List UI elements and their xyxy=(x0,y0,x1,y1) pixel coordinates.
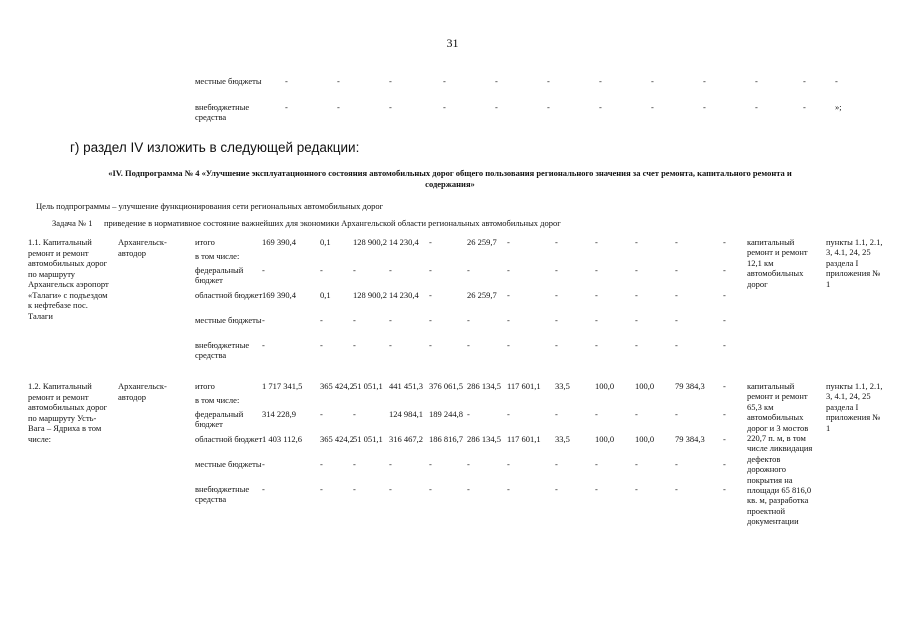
financing-value: - xyxy=(595,237,598,247)
financing-value: - xyxy=(635,484,638,494)
financing-value: - xyxy=(320,265,323,275)
financing-value: 26 259,7 xyxy=(467,290,497,300)
financing-value: - xyxy=(595,315,598,325)
financing-value: - xyxy=(675,315,678,325)
continuation-value: »; xyxy=(835,102,842,112)
financing-source: в том числе: xyxy=(195,251,240,261)
financing-value: - xyxy=(675,484,678,494)
financing-value: 128 900,2 xyxy=(353,237,387,247)
financing-value: 100,0 xyxy=(595,381,615,391)
continuation-value: - xyxy=(651,102,654,112)
financing-value: - xyxy=(555,265,558,275)
financing-value: 100,0 xyxy=(635,381,655,391)
financing-value: - xyxy=(635,237,638,247)
continuation-value: - xyxy=(547,102,550,112)
financing-value: - xyxy=(467,409,470,419)
financing-source: областной бюджет xyxy=(195,434,263,444)
financing-value: - xyxy=(595,290,598,300)
financing-value: - xyxy=(555,409,558,419)
financing-value: - xyxy=(723,434,726,444)
financing-value: - xyxy=(723,409,726,419)
financing-value: - xyxy=(262,315,265,325)
financing-value: - xyxy=(353,409,356,419)
financing-value: 100,0 xyxy=(595,434,615,444)
financing-value: 0,1 xyxy=(320,237,331,247)
financing-source: внебюджетные средства xyxy=(195,484,250,504)
financing-value: 376 061,5 xyxy=(429,381,463,391)
subprogram-task xyxy=(52,218,561,228)
financing-value: 117 601,1 xyxy=(507,381,541,391)
financing-value: 26 259,7 xyxy=(467,237,497,247)
financing-value: - xyxy=(507,459,510,469)
financing-value: - xyxy=(262,265,265,275)
financing-value: - xyxy=(353,315,356,325)
financing-source: итого xyxy=(195,237,215,247)
financing-value: - xyxy=(429,237,432,247)
financing-value: - xyxy=(389,265,392,275)
financing-value: 1 717 341,5 xyxy=(262,381,303,391)
financing-source: местные бюджеты xyxy=(195,459,262,469)
financing-value: - xyxy=(723,290,726,300)
financing-value: - xyxy=(389,484,392,494)
financing-value: - xyxy=(635,459,638,469)
financing-value: 286 134,5 xyxy=(467,381,501,391)
entry-references: пункты 1.1, 2.1, 3, 4.1, 24, 25 раздела I приложения № 1 xyxy=(826,237,883,289)
financing-value: - xyxy=(429,484,432,494)
continuation-value: - xyxy=(285,102,288,112)
financing-value: 51 051,1 xyxy=(353,434,383,444)
financing-value: - xyxy=(675,459,678,469)
financing-value: 14 230,4 xyxy=(389,290,419,300)
financing-value: 33,5 xyxy=(555,381,570,391)
financing-value: - xyxy=(353,459,356,469)
continuation-value: - xyxy=(495,102,498,112)
entry-result: капитальный ремонт и ремонт 12,1 км автомобильных дорог xyxy=(747,237,808,289)
continuation-value: - xyxy=(835,76,838,86)
financing-source: федеральный бюджет xyxy=(195,265,244,285)
task-text: приведение в нормативное состояние важнейших для экономики Архангельской области региональных автомобильных дорог xyxy=(104,218,561,228)
subprogram-title: «IV. Подпрограмма № 4 «Улучшение эксплуатационного состояния автомобильных дорог общего пользования регионального значения за счет ремонта, капитального ремонта и содержания» xyxy=(108,168,792,189)
financing-value: 117 601,1 xyxy=(507,434,541,444)
financing-value: - xyxy=(467,484,470,494)
financing-value: 186 816,7 xyxy=(429,434,463,444)
financing-value: - xyxy=(320,409,323,419)
financing-value: - xyxy=(675,237,678,247)
financing-value: - xyxy=(429,340,432,350)
financing-value: - xyxy=(555,484,558,494)
continuation-value: - xyxy=(389,76,392,86)
financing-source: областной бюджет xyxy=(195,290,263,300)
financing-source: итого xyxy=(195,381,215,391)
financing-value: 314 228,9 xyxy=(262,409,296,419)
financing-value: - xyxy=(429,459,432,469)
financing-value: - xyxy=(635,265,638,275)
financing-value: - xyxy=(507,237,510,247)
financing-value: - xyxy=(507,315,510,325)
financing-value: - xyxy=(723,340,726,350)
financing-value: 169 390,4 xyxy=(262,290,296,300)
financing-value: - xyxy=(723,484,726,494)
continuation-value: - xyxy=(755,102,758,112)
financing-value: - xyxy=(723,265,726,275)
financing-value: - xyxy=(353,265,356,275)
financing-value: - xyxy=(555,315,558,325)
financing-value: 286 134,5 xyxy=(467,434,501,444)
financing-value: - xyxy=(320,459,323,469)
financing-value: - xyxy=(507,340,510,350)
financing-value: - xyxy=(595,409,598,419)
financing-source: в том числе: xyxy=(195,395,240,405)
continuation-value: - xyxy=(443,102,446,112)
financing-value: 14 230,4 xyxy=(389,237,419,247)
financing-value: - xyxy=(675,290,678,300)
financing-value: 124 984,1 xyxy=(389,409,423,419)
financing-value: - xyxy=(635,290,638,300)
financing-value: - xyxy=(723,459,726,469)
entry-name: 1.1. Капитальный ремонт и ремонт автомобильных дорог по маршруту Архангельск аэропорт «Талаги» с подъездом к нефтебазе пос. Талаги xyxy=(28,237,109,321)
subprogram-goal: Цель подпрограммы – улучшение функционирования сети региональных автомобильных дорог xyxy=(36,201,384,211)
financing-value: 1 403 112,6 xyxy=(262,434,303,444)
financing-value: - xyxy=(320,340,323,350)
financing-value: - xyxy=(467,265,470,275)
task-number: Задача № 1 xyxy=(52,218,93,228)
financing-source: местные бюджеты xyxy=(195,315,262,325)
financing-value: - xyxy=(429,265,432,275)
financing-value: - xyxy=(320,484,323,494)
financing-value: 0,1 xyxy=(320,290,331,300)
continuation-value: - xyxy=(495,76,498,86)
financing-value: - xyxy=(595,340,598,350)
financing-value: - xyxy=(507,265,510,275)
entry-name: 1.2. Капитальный ремонт и ремонт автомобильных дорог по маршруту Усть-Вага – Ядриха в том числе: xyxy=(28,381,108,444)
financing-value: 128 900,2 xyxy=(353,290,387,300)
financing-value: 79 384,3 xyxy=(675,381,705,391)
financing-value: - xyxy=(555,340,558,350)
financing-value: - xyxy=(262,459,265,469)
financing-value: - xyxy=(723,315,726,325)
page-number: 31 xyxy=(446,36,459,50)
financing-value: 79 384,3 xyxy=(675,434,705,444)
continuation-value: - xyxy=(389,102,392,112)
financing-value: - xyxy=(675,265,678,275)
entry-result: капитальный ремонт и ремонт 65,3 км автомобильных дорог и 3 мостов 220,7 п. м, в том числе ликвидация дефектов дорожного покрытия на площади 65 816,0 кв. м, разработка проектной документации xyxy=(747,381,813,527)
continuation-value: - xyxy=(599,76,602,86)
financing-value: 169 390,4 xyxy=(262,237,296,247)
financing-value: - xyxy=(635,409,638,419)
continuation-row-label: местные бюджеты xyxy=(195,76,262,86)
financing-value: - xyxy=(555,237,558,247)
financing-value: - xyxy=(507,484,510,494)
financing-value: - xyxy=(429,290,432,300)
financing-source: внебюджетные средства xyxy=(195,340,250,360)
continuation-row-label: внебюджетные средства xyxy=(195,102,250,122)
section-heading: г) раздел IV изложить в следующей редакции: xyxy=(70,140,360,155)
continuation-value: - xyxy=(443,76,446,86)
financing-value: - xyxy=(507,290,510,300)
continuation-value: - xyxy=(599,102,602,112)
financing-value: - xyxy=(353,340,356,350)
financing-value: - xyxy=(320,315,323,325)
financing-value: - xyxy=(389,340,392,350)
financing-value: - xyxy=(635,315,638,325)
financing-value: - xyxy=(353,484,356,494)
financing-value: - xyxy=(723,237,726,247)
financing-value: - xyxy=(262,340,265,350)
continuation-row-extrabudget xyxy=(195,102,855,128)
financing-value: 189 244,8 xyxy=(429,409,463,419)
financing-value: 100,0 xyxy=(635,434,655,444)
continuation-value: - xyxy=(803,76,806,86)
financing-value: 33,5 xyxy=(555,434,570,444)
financing-value: - xyxy=(595,265,598,275)
financing-value: 316 467,2 xyxy=(389,434,423,444)
continuation-value: - xyxy=(547,76,550,86)
financing-value: 441 451,3 xyxy=(389,381,423,391)
financing-value: - xyxy=(675,340,678,350)
financing-value: - xyxy=(595,484,598,494)
financing-value: - xyxy=(467,459,470,469)
financing-value: - xyxy=(635,340,638,350)
financing-value: - xyxy=(555,459,558,469)
entry-executor: Архангельск-автодор xyxy=(118,381,167,402)
continuation-value: - xyxy=(285,76,288,86)
continuation-value: - xyxy=(755,76,758,86)
financing-value: 51 051,1 xyxy=(353,381,383,391)
financing-value: - xyxy=(507,409,510,419)
financing-value: - xyxy=(467,315,470,325)
continuation-value: - xyxy=(803,102,806,112)
continuation-value: - xyxy=(651,76,654,86)
financing-value: - xyxy=(262,484,265,494)
entry-references: пункты 1.1, 2.1, 3, 4.1, 24, 25 раздела I приложения № 1 xyxy=(826,381,883,433)
entry-executor: Архангельск-автодор xyxy=(118,237,167,258)
financing-source: федеральный бюджет xyxy=(195,409,244,429)
continuation-value: - xyxy=(703,102,706,112)
financing-value: - xyxy=(467,340,470,350)
financing-value: - xyxy=(389,315,392,325)
continuation-value: - xyxy=(337,102,340,112)
financing-value: 365 424,2 xyxy=(320,381,354,391)
financing-value: - xyxy=(555,290,558,300)
financing-value: - xyxy=(389,459,392,469)
continuation-value: - xyxy=(337,76,340,86)
financing-value: - xyxy=(595,459,598,469)
financing-value: - xyxy=(429,315,432,325)
continuation-table xyxy=(195,76,855,128)
financing-value: - xyxy=(723,381,726,391)
financing-value: - xyxy=(675,409,678,419)
continuation-value: - xyxy=(703,76,706,86)
financing-value: 365 424,2 xyxy=(320,434,354,444)
continuation-row-local xyxy=(195,76,855,102)
